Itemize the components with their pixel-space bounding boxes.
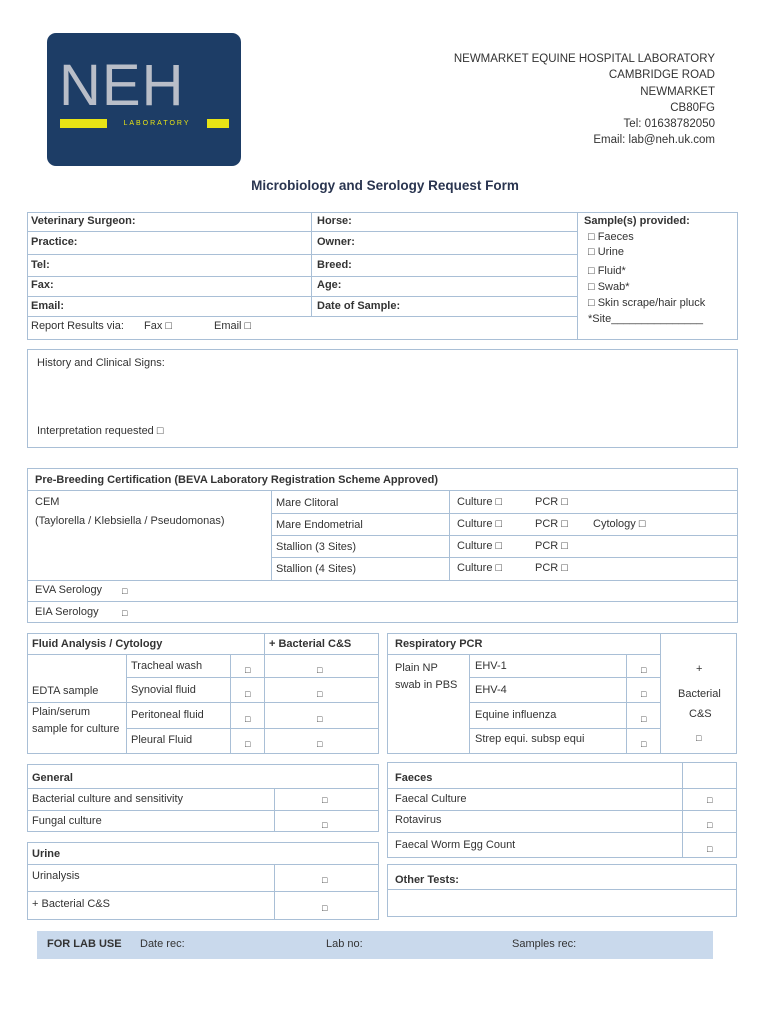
culture-checkbox[interactable]: Culture □ — [457, 518, 503, 530]
resp-row-label: Strep equi. subsp equi — [475, 733, 585, 745]
resp-row-label: EHV-4 — [475, 684, 507, 696]
prebreeding-title: Pre-Breeding Certification (BEVA Laboratory Registration Scheme Approved) — [35, 474, 438, 486]
date-rec-field[interactable]: Date rec: — [140, 938, 185, 950]
breed-field[interactable]: Breed: — [317, 259, 352, 271]
resp-bact-plus: + — [696, 663, 703, 675]
eia-serology-checkbox[interactable]: □ — [122, 608, 128, 618]
fluid-bact-checkbox[interactable]: □ — [317, 665, 323, 675]
sample-faeces-checkbox[interactable]: □ Faeces — [588, 231, 634, 243]
address-line: CB80FG — [670, 101, 715, 114]
neh-logo — [47, 33, 241, 166]
faeces-checkbox[interactable]: □ — [707, 844, 713, 854]
faeces-title: Faeces — [395, 772, 433, 784]
samples-title: Sample(s) provided: — [584, 215, 690, 227]
resp-row-label: EHV-1 — [475, 660, 507, 672]
other-tests-section — [387, 864, 737, 917]
for-lab-use-label: FOR LAB USE — [47, 938, 122, 950]
age-field[interactable]: Age: — [317, 279, 342, 291]
plain-serum-label: Plain/serum sample for culture — [32, 706, 120, 735]
urine-checkbox[interactable]: □ — [322, 903, 328, 913]
report-email-checkbox[interactable]: Email □ — [214, 320, 252, 332]
prebreed-row-label: Stallion (3 Sites) — [276, 541, 357, 553]
owner-field[interactable]: Owner: — [317, 236, 355, 248]
culture-checkbox[interactable]: Culture □ — [457, 496, 503, 508]
lab-use-bar — [37, 931, 713, 959]
prebreeding-section — [27, 468, 738, 623]
other-tests-field[interactable]: Other Tests: — [395, 874, 459, 886]
general-row-label: Bacterial culture and sensitivity — [32, 793, 184, 805]
pcr-checkbox[interactable]: PCR □ — [535, 540, 568, 552]
address-line: Email: lab@neh.uk.com — [593, 134, 715, 147]
resp-bact-checkbox[interactable]: □ — [696, 733, 702, 743]
faeces-row-label: Faecal Culture — [395, 793, 467, 805]
general-checkbox[interactable]: □ — [322, 795, 328, 805]
fluid-row-label: Peritoneal fluid — [131, 709, 204, 721]
urine-row-label: Urinalysis — [32, 870, 80, 882]
np-swab-label: Plain NP swab in PBS — [395, 662, 458, 691]
resp-bact-label: Bacterial — [678, 688, 721, 700]
prebreed-row-label: Mare Clitoral — [276, 497, 339, 509]
fluid-row-label: Synovial fluid — [131, 684, 196, 696]
horse-field[interactable]: Horse: — [317, 215, 352, 227]
fax-field[interactable]: Fax: — [31, 279, 54, 291]
resp-bact-cs-label: C&S — [689, 708, 712, 720]
fluid-checkbox[interactable]: □ — [245, 665, 251, 675]
cytology-checkbox[interactable]: Cytology □ — [593, 518, 646, 530]
resp-checkbox[interactable]: □ — [641, 714, 647, 724]
sample-fluid-checkbox[interactable]: □ Fluid* — [588, 265, 626, 277]
cem-label: CEM — [35, 496, 60, 508]
logo-sub-text: LABORATORY — [107, 119, 207, 128]
site-field[interactable]: *Site_______________ — [588, 313, 704, 325]
culture-checkbox[interactable]: Culture □ — [457, 540, 503, 552]
resp-row-label: Equine influenza — [475, 709, 557, 721]
eva-serology-label: EVA Serology — [35, 584, 103, 596]
prebreed-row-label: Stallion (4 Sites) — [276, 563, 357, 575]
sample-urine-checkbox[interactable]: □ Urine — [588, 246, 624, 258]
form-title: Microbiology and Serology Request Form — [251, 178, 519, 193]
address-line: CAMBRIDGE ROAD — [608, 69, 715, 82]
address-line: NEWMARKET — [640, 85, 715, 98]
general-checkbox[interactable]: □ — [322, 820, 328, 830]
pcr-checkbox[interactable]: PCR □ — [535, 496, 568, 508]
fluid-row-label: Pleural Fluid — [131, 734, 193, 746]
prebreed-row-label: Mare Endometrial — [276, 519, 363, 531]
date-of-sample-field[interactable]: Date of Sample: — [317, 300, 401, 312]
fluid-checkbox[interactable]: □ — [245, 739, 251, 749]
fluid-checkbox[interactable]: □ — [245, 689, 251, 699]
urine-checkbox[interactable]: □ — [322, 875, 328, 885]
urine-title: Urine — [32, 848, 61, 860]
general-row-label: Fungal culture — [32, 815, 102, 827]
faeces-row-label: Rotavirus — [395, 814, 442, 826]
report-results-label: Report Results via: — [31, 320, 124, 332]
sample-skin-checkbox[interactable]: □ Skin scrape/hair pluck — [588, 297, 706, 309]
fluid-bact-checkbox[interactable]: □ — [317, 739, 323, 749]
general-title: General — [32, 772, 73, 784]
faeces-checkbox[interactable]: □ — [707, 820, 713, 830]
lab-address — [454, 51, 715, 149]
samples-rec-field[interactable]: Samples rec: — [512, 938, 577, 950]
fluid-row-label: Tracheal wash — [131, 660, 203, 672]
eia-serology-label: EIA Serology — [35, 606, 99, 618]
vet-surgeon-field[interactable]: Veterinary Surgeon: — [31, 215, 136, 227]
tel-field[interactable]: Tel: — [31, 259, 50, 271]
practice-field[interactable]: Practice: — [31, 236, 78, 248]
history-label[interactable]: History and Clinical Signs: — [37, 357, 165, 369]
edta-sample-label: EDTA sample — [32, 685, 99, 697]
pcr-checkbox[interactable]: PCR □ — [535, 562, 568, 574]
fluid-checkbox[interactable]: □ — [245, 714, 251, 724]
interpretation-checkbox[interactable]: Interpretation requested □ — [37, 425, 164, 437]
email-field[interactable]: Email: — [31, 300, 65, 312]
sample-swab-checkbox[interactable]: □ Swab* — [588, 281, 630, 293]
pcr-checkbox[interactable]: PCR □ — [535, 518, 568, 530]
logo-main-text: NEH — [59, 53, 185, 118]
eva-serology-checkbox[interactable]: □ — [122, 586, 128, 596]
resp-checkbox[interactable]: □ — [641, 689, 647, 699]
respiratory-pcr-title: Respiratory PCR — [395, 638, 483, 650]
fluid-bacterial-header: + Bacterial C&S — [269, 638, 352, 650]
report-fax-checkbox[interactable]: Fax □ — [144, 320, 173, 332]
culture-checkbox[interactable]: Culture □ — [457, 562, 503, 574]
fluid-bact-checkbox[interactable]: □ — [317, 714, 323, 724]
cem-sub-label: (Taylorella / Klebsiella / Pseudomonas) — [35, 515, 225, 527]
lab-no-field[interactable]: Lab no: — [326, 938, 363, 950]
fluid-bact-checkbox[interactable]: □ — [317, 689, 323, 699]
address-line: NEWMARKET EQUINE HOSPITAL LABORATORY — [453, 53, 715, 65]
faeces-checkbox[interactable]: □ — [707, 795, 713, 805]
resp-checkbox[interactable]: □ — [641, 739, 647, 749]
urine-row-label: + Bacterial C&S — [32, 898, 110, 910]
address-line: Tel: 01638782050 — [623, 118, 715, 131]
fluid-analysis-title: Fluid Analysis / Cytology — [32, 638, 163, 650]
faeces-row-label: Faecal Worm Egg Count — [395, 839, 516, 851]
resp-checkbox[interactable]: □ — [641, 665, 647, 675]
